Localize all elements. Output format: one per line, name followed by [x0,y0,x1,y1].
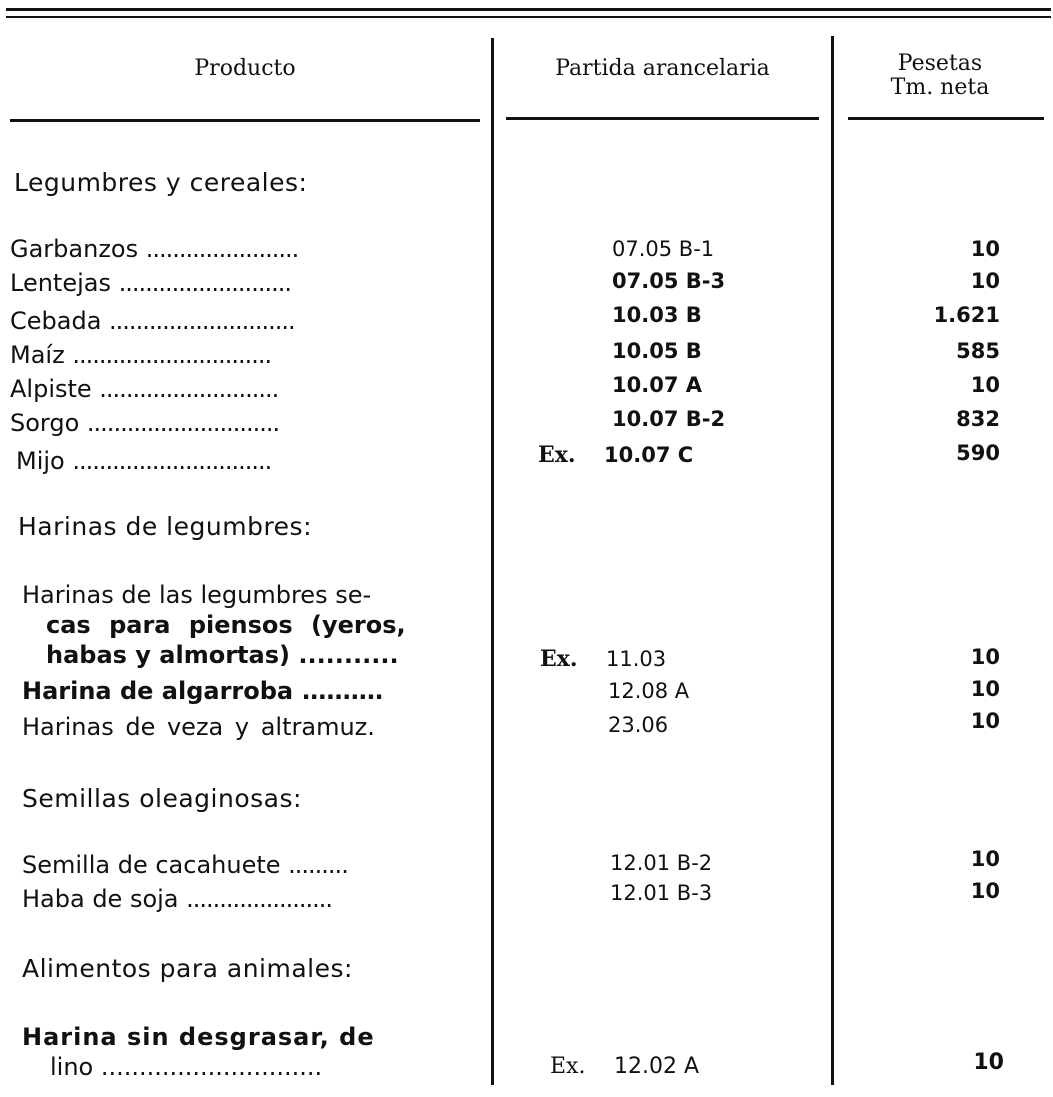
leader-dots: ........................... [99,375,279,403]
product-label: Mijo [16,447,73,475]
product-name [10,408,279,438]
leader-dots: .......... [301,677,383,705]
product-name [10,374,278,404]
product-name [22,850,348,880]
leader-dots: ......... [288,851,348,879]
product-name [10,306,295,336]
leader-dots: ............................. [86,409,280,437]
tariff-code: 10.07 C [604,443,694,467]
price: 10 [970,847,1000,871]
leader-dots: ....................... [145,235,299,263]
product-line: lino ............................. [50,1053,323,1081]
product-label: Haba de soja [22,885,187,913]
product-name [10,234,298,264]
tariff-code: 10.07 A [612,373,702,397]
header-pesetas-line2: Tm. neta [890,75,990,100]
product-name [22,712,375,742]
header-rule-3 [848,117,1044,120]
leader-dots: .............................. [72,341,272,369]
tariff-code: 12.01 B-2 [610,851,713,875]
price: 10 [970,237,1000,261]
price: 10 [970,709,1000,733]
column-divider-2 [831,36,834,1085]
price: 585 [956,339,1000,363]
product-name [10,268,291,298]
header-rule-2 [506,117,819,120]
product-label: Harinas de veza y altramuz. [22,713,375,741]
price: 832 [956,407,1000,431]
leader-dots: .......................... [118,269,291,297]
tariff-code: 10.05 B [612,339,702,363]
section-title: Legumbres y cereales: [14,168,308,197]
section-title: Alimentos para animales: [22,954,353,983]
leader-dots: ............................ [109,307,295,335]
section-title: Semillas oleaginosas: [22,784,302,813]
price: 10 [973,1050,1004,1075]
product-line-text: Harina sin desgrasar, de [22,1023,375,1051]
product-name-multiline [22,580,406,670]
section-title: Harinas de legumbres: [18,512,312,541]
price: 10 [970,645,1000,669]
tariff-code: 12.08 A [608,679,690,703]
leader-dots: ...................... [186,885,332,913]
price: 10 [970,269,1000,293]
product-line: Harinas de las legumbres se- [22,581,372,609]
header-rule-1 [10,119,480,122]
tariff-code: 10.03 B [612,303,702,327]
price: 590 [956,441,1000,465]
product-label: Sorgo [10,409,87,437]
tariff-code: 23.06 [608,713,669,737]
price: 10 [970,373,1000,397]
price: 1.621 [933,303,1000,327]
tariff-code: 10.07 B-2 [612,407,726,431]
tariff-code: 12.01 B-3 [610,881,713,905]
header-partida: Partida arancelaria [555,56,770,81]
tariff-code: 11.03 [606,647,667,671]
product-label: Garbanzos [10,235,146,263]
top-rule [6,8,1051,11]
header-pesetas-line1: Pesetas [897,51,983,76]
product-name [16,446,271,476]
product-label: Maíz [10,341,73,369]
product-label: Semilla de cacahuete [22,851,289,879]
product-line: cas para piensos (yeros, [46,611,406,639]
product-label: Lentejas [10,269,119,297]
ex-marker: Ex. [550,1054,586,1079]
header-producto: Producto [194,56,296,81]
tariff-code: 07.05 B-1 [612,237,715,261]
product-label: Harina de algarroba [22,677,302,705]
product-label: Cebada [10,307,110,335]
product-name [10,340,271,370]
product-name [22,884,332,914]
top-rule-thin [6,16,1051,18]
header-pesetas [840,52,1040,100]
product-name [22,676,383,706]
price: 10 [970,879,1000,903]
ex-marker: Ex. [538,442,576,468]
product-label: Alpiste [10,375,100,403]
tariff-code: 07.05 B-3 [612,269,726,293]
product-line: habas y almortas) ........... [46,641,399,669]
ex-marker: Ex. [540,646,578,672]
product-line [22,1022,375,1052]
price: 10 [970,677,1000,701]
column-divider-1 [491,38,494,1085]
leader-dots: .............................. [72,447,272,475]
tariff-code: 12.02 A [614,1054,700,1079]
product-name-multiline [22,1022,375,1082]
